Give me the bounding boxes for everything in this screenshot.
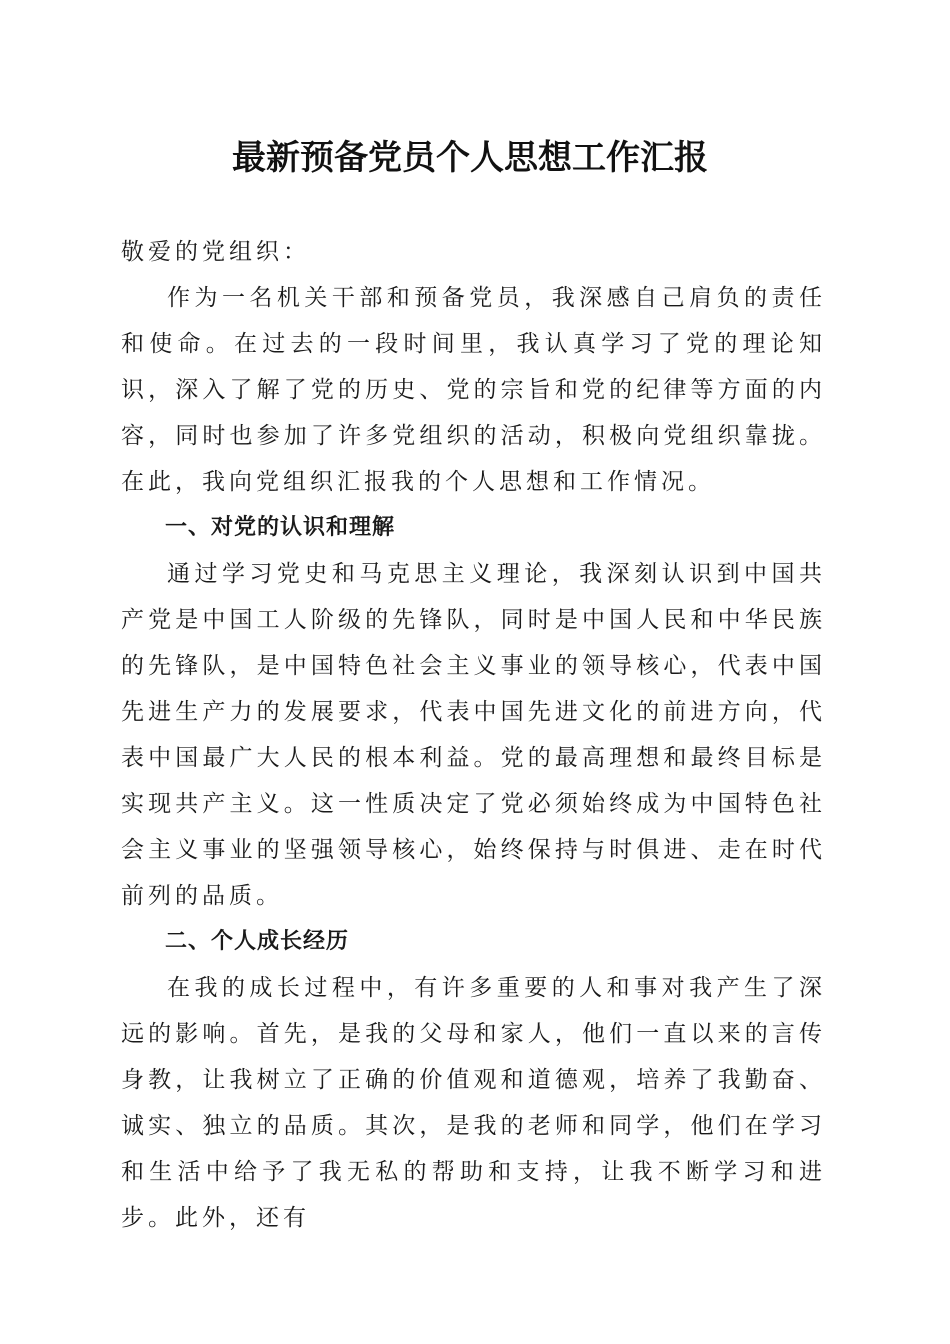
intro-paragraph: 作为一名机关干部和预备党员，我深感自己肩负的责任和使命。在过去的一段时间里，我认真学习了党的理论知识，深入了解了党的历史、党的宗旨和党的纪律等方面的内容，同时也参加了许多党组织的活动，积极向党组织靠拢。在此，我向党组织汇报我的个人思想和工作情况。 — [121, 285, 826, 495]
section-paragraph: 通过学习党史和马克思主义理论，我深刻认识到中国共产党是中国工人阶级的先锋队，同时是中国人民和中华民族的先锋队，是中国特色社会主义事业的领导核心，代表中国先进生产力的发展要求，代表中国先进文化的前进方向，代表中国最广大人民的根本利益。党的最高理想和最终目标是实现共产主义。这一性质决定了党必须始终成为中国特色社会主义事业的坚强领导核心，始终保持与时俱进、走在时代前列的品质。 — [121, 561, 826, 909]
document-body — [121, 229, 826, 1241]
section-heading: 二、个人成长经历 — [165, 929, 350, 954]
section-heading: 一、对党的认识和理解 — [165, 515, 396, 540]
document-title: 最新预备党员个人思想工作汇报 — [232, 138, 708, 178]
section-paragraph: 在我的成长过程中，有许多重要的人和事对我产生了深远的影响。首先，是我的父母和家人，他们一直以来的言传身教，让我树立了正确的价值观和道德观，培养了我勤奋、诚实、独立的品质。其次，是我的老师和同学，他们在学习和生活中给予了我无私的帮助和支持，让我不断学习和进步。此外，还有 — [121, 975, 826, 1231]
salutation: 敬爱的党组织： — [121, 239, 310, 265]
